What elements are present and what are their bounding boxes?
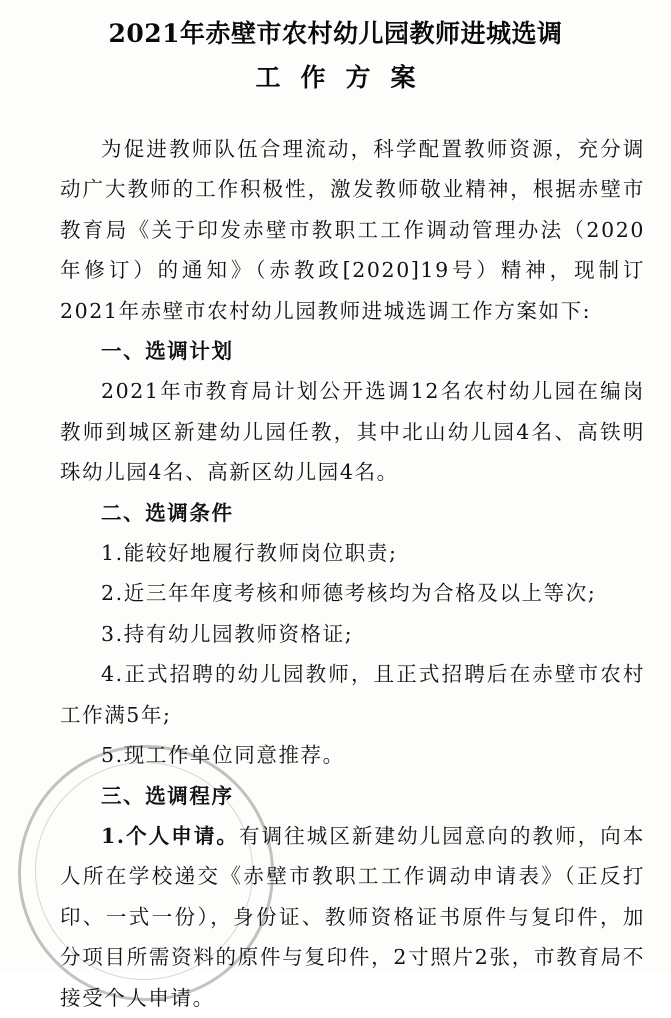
procedure-item-1 (60, 816, 645, 1018)
section2-heading: 二、选调条件 (101, 500, 234, 525)
condition-item-4: 4.正式招聘的幼儿园教师，且正式招聘后在赤壁市农村工作满5年; (60, 662, 645, 727)
section1-paragraph: 2021年市教育局计划公开选调12名农村幼儿园在编岗教师到城区新建幼儿园任教，其中北山幼儿园4名、高铁明珠幼儿园4名、高新区幼儿园4名。 (60, 379, 645, 485)
condition-item-2: 2.近三年年度考核和师德考核均为合格及以上等次; (101, 581, 597, 606)
condition-item-1: 1.能较好地履行教师岗位职责; (101, 541, 398, 566)
condition-item-3: 3.持有幼儿园教师资格证; (101, 621, 354, 646)
procedure-item-1-lead: 1.个人申请。 (101, 823, 239, 848)
document-title-line1: 2021年赤壁市农村幼儿园教师进城选调 (108, 19, 563, 48)
document-body (60, 129, 645, 1018)
condition-item-5: 5.现工作单位同意推荐。 (101, 743, 345, 768)
document-title-line2: 工作方案 (255, 63, 436, 92)
procedure-item-1-text: 有调往城区新建幼儿园意向的教师，向本人所在学校递交《赤壁市教职工工作调动申请表》（正反打印、一式一份），身份证、教师资格证书原件与复印件，加分项目所需资料的原件与复印件，2寸照片2张，市教育局不接受个人申请。 (60, 823, 645, 1010)
section1-heading: 一、选调计划 (101, 339, 234, 364)
section3-heading: 三、选调程序 (101, 783, 234, 808)
intro-paragraph: 为促进教师队伍合理流动，科学配置教师资源，充分调动广大教师的工作积极性，激发教师敬业精神，根据赤壁市教育局《关于印发赤壁市教职工工作调动管理办法（2020年修订）的通知》（赤教政[2020]19号）精神，现制订2021年赤壁市农村幼儿园教师进城选调工作方案如下: (60, 137, 645, 323)
